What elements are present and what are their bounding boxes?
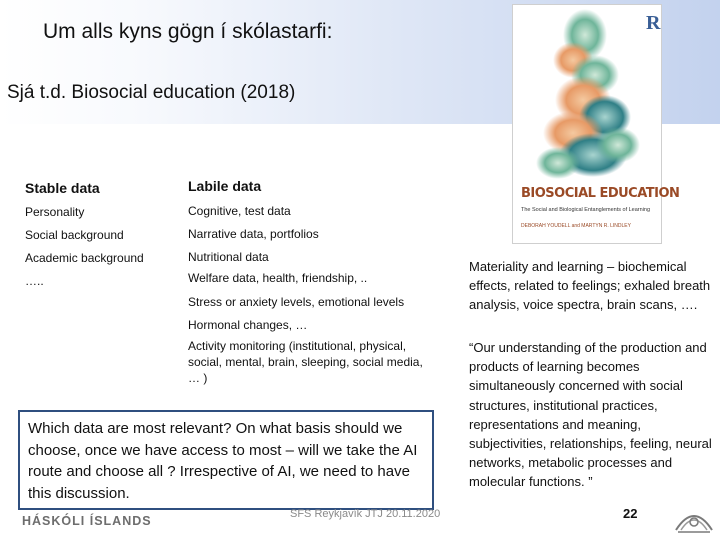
book-subtitle: The Social and Biological Entanglements of Learning — [521, 207, 651, 213]
page-number: 22 — [623, 506, 638, 521]
materiality-text: Materiality and learning – biochemical effects, related to feelings; exhaled breath analysis, voice spectra, brain scans, …. — [469, 259, 711, 313]
stable-data-heading: Stable data — [25, 180, 100, 196]
labile-data-heading: Labile data — [188, 178, 262, 194]
callout-text: Which data are most relevant? On what basis should we choose, once we have access to most – will we take the AI route and choose all ? Irrespective of AI, we need to have this discussion. — [28, 420, 418, 502]
slide-subtitle: Sjá t.d. Biosocial education (2018) — [7, 82, 296, 103]
publisher-logo: R — [646, 12, 661, 34]
labile-item: Nutritional data — [188, 250, 269, 264]
labile-item: Stress or anxiety levels, emotional levels — [188, 295, 405, 309]
university-logo: HÁSKÓLI ÍSLANDS — [22, 514, 152, 528]
labile-item: Narrative data, portfolios — [188, 227, 319, 241]
university-seal-icon — [672, 500, 716, 536]
stable-item: Academic background — [25, 251, 144, 265]
labile-item: Welfare data, health, friendship, .. — [188, 271, 368, 285]
stable-item: Personality — [25, 205, 85, 219]
book-authors: DEBORAH YOUDELL and MARTYN R. LINDLEY — [521, 223, 631, 229]
labile-item-activity: Activity monitoring (institutional, physical, social, mental, brain, sleeping, social media, … ) — [188, 339, 423, 385]
book-title: BIOSOCIAL EDUCATION — [521, 186, 680, 201]
footer-event-text: SFS Reykjavík JTJ 20.11.2020 — [290, 508, 441, 520]
slide-title: Um alls kyns gögn í skólastarfi: — [43, 20, 333, 43]
quote-text: “Our understanding of the production and products of learning becomes simultaneously concerned with social structures, institutional practices, representations and meaning, subjectivities, relationships, feeling, neural networks, metabolic processes and molecular functions. ” — [469, 340, 712, 490]
discussion-callout — [18, 410, 434, 510]
stable-item: Social background — [25, 228, 124, 242]
book-cover-image — [512, 4, 680, 244]
labile-item: Cognitive, test data — [188, 204, 291, 218]
stable-item: ….. — [25, 274, 44, 288]
labile-item: Hormonal changes, … — [188, 318, 308, 332]
book-cover-art — [513, 5, 663, 185]
